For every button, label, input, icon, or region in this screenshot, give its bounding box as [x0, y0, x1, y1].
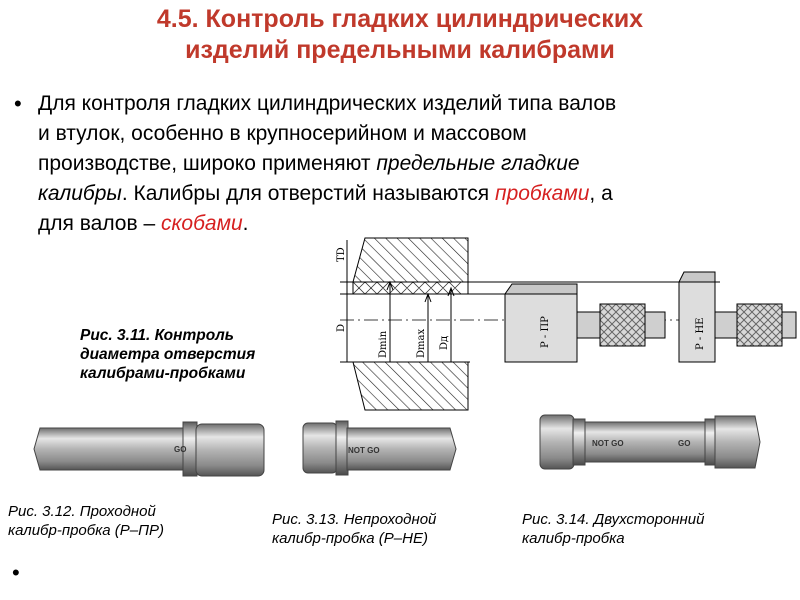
stamp-not-go: NOT GO — [348, 446, 380, 455]
caption-line: калибр-пробка (Р–НЕ) — [272, 530, 428, 547]
stamp-go: GO — [174, 445, 187, 454]
figure-312-caption — [8, 502, 164, 540]
paragraph-text: производстве, широко применяют — [38, 152, 377, 175]
paragraph-text: . Калибры для отверстий называются — [121, 182, 496, 205]
slide-title-line-1: 4.5. Контроль гладких цилиндрических — [156, 5, 644, 33]
bullet-marker-empty: • — [12, 560, 20, 585]
label-dmin: Dmin — [378, 330, 389, 358]
caption-line: калибр-пробка — [522, 530, 625, 547]
paragraph-text: . — [242, 212, 249, 235]
label-d: D — [336, 323, 347, 332]
caption-line: Рис. 3.11. Контроль — [80, 327, 235, 344]
slide-title-line-2: изделий предельными калибрами — [185, 36, 615, 64]
label-go: Р - ПР — [540, 316, 551, 348]
paragraph-text: для валов – — [38, 212, 161, 235]
caption-line: калибрами-пробками — [80, 365, 246, 382]
figure-314-gauge — [540, 415, 760, 469]
paragraph-line: и втулок, особенно в крупносерийном и массовом — [38, 122, 527, 145]
term-italic: калибры — [38, 182, 122, 205]
bullet-marker: • — [14, 91, 22, 116]
figure-313-gauge — [303, 421, 456, 475]
term-highlight: пробками — [495, 182, 590, 205]
caption-line: Рис. 3.14. Двухсторонний — [522, 511, 705, 528]
label-dmax: Dmax — [416, 328, 427, 358]
caption-line: диаметра отверстия — [80, 346, 256, 363]
caption-line: Рис. 3.12. Проходной — [8, 503, 156, 520]
figure-314-caption — [522, 510, 704, 548]
caption-line: Рис. 3.13. Непроходной — [272, 511, 437, 528]
figure-312-gauge — [34, 422, 264, 476]
term-italic: предельные гладкие — [376, 152, 580, 175]
paragraph-text: , а — [589, 182, 613, 205]
paragraph-line: Для контроля гладких цилиндрических изделий типа валов — [38, 92, 617, 115]
label-dd: Dд — [439, 335, 450, 350]
stamp-not-go: NOT GO — [592, 439, 624, 448]
caption-line: калибр-пробка (Р–ПР) — [8, 522, 165, 539]
term-highlight: скобами — [161, 212, 243, 235]
figure-313-caption — [272, 510, 436, 548]
label-td: TD — [336, 247, 347, 262]
stamp-go: GO — [678, 439, 691, 448]
label-nogo: Р - НЕ — [695, 317, 706, 350]
